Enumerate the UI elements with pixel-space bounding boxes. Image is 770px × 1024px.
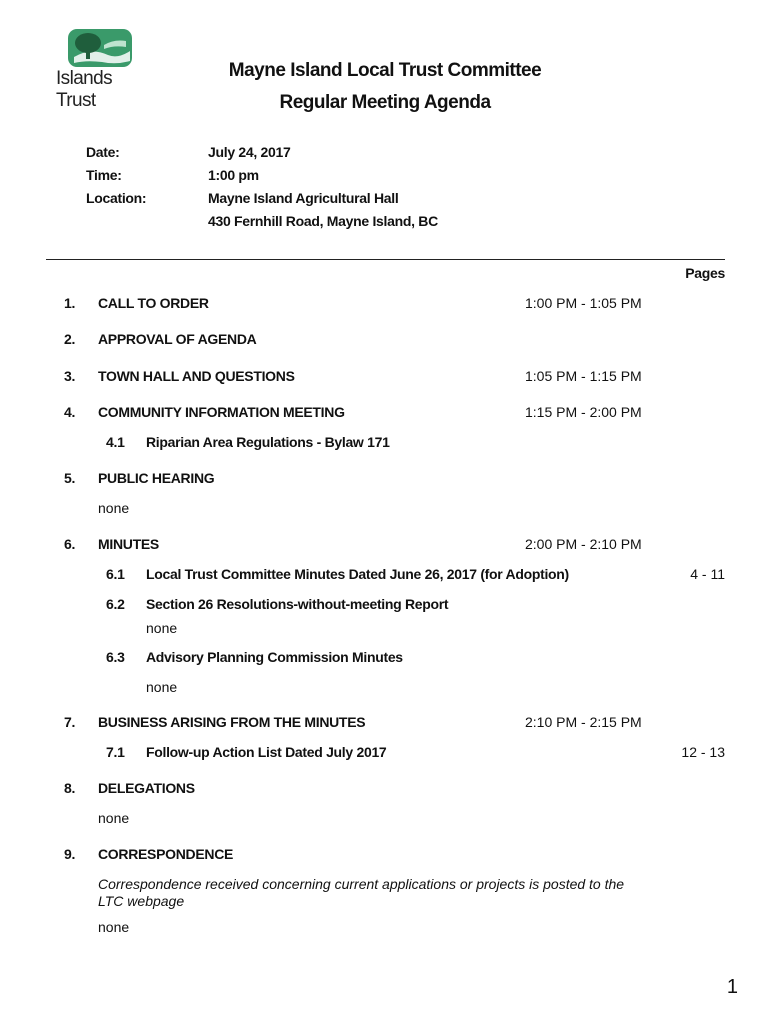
page-number: 1 [726,976,738,998]
time-label: Time: [86,167,122,183]
agenda-item-title: DELEGATIONS [98,780,195,796]
agenda-subitem-number: 6.1 [106,566,125,582]
agenda-item-title: BUSINESS ARISING FROM THE MINUTES [98,714,366,730]
agenda-item-note: none [98,810,130,826]
agenda-item-number: 4. [64,404,76,420]
agenda-item-number: 2. [64,331,76,347]
agenda-item-title: TOWN HALL AND QUESTIONS [98,368,295,384]
agenda-subitem-number: 7.1 [106,744,125,760]
logo-text: Islands Trust [56,68,113,111]
agenda-subitem-number: 6.2 [106,596,125,612]
agenda-item-title: MINUTES [98,536,159,552]
location-value-line-2: 430 Fernhill Road, Mayne Island, BC [208,213,438,229]
location-label: Location: [86,190,147,206]
agenda-item-note: none [98,919,130,935]
agenda-subitem-number: 6.3 [106,649,125,665]
agenda-subitem-note: none [146,620,178,636]
agenda-subitem-title: Advisory Planning Commission Minutes [146,649,403,665]
agenda-subitem-title: Local Trust Committee Minutes Dated June 26, 2017 (for Adoption) [146,566,569,582]
agenda-item-title: COMMUNITY INFORMATION MEETING [98,404,345,420]
date-value: July 24, 2017 [208,144,291,160]
agenda-item-title: CALL TO ORDER [98,295,209,311]
agenda-subitem-title: Riparian Area Regulations - Bylaw 171 [146,434,390,450]
agenda-item-time: 1:00 PM - 1:05 PM [525,295,642,311]
agenda-item-number: 9. [64,846,76,862]
document-title: Mayne Island Local Trust Committee [228,60,542,81]
location-value-line-1: Mayne Island Agricultural Hall [208,190,399,206]
agenda-subitem-pages: 4 - 11 [690,566,725,582]
agenda-item-title: PUBLIC HEARING [98,470,215,486]
divider [46,259,725,260]
agenda-item-number: 1. [64,295,76,311]
date-label: Date: [86,144,120,160]
agenda-item-number: 6. [64,536,76,552]
agenda-item-note: none [98,500,130,516]
agenda-subitem-number: 4.1 [106,434,125,450]
agenda-item-number: 3. [64,368,76,384]
agenda-item-number: 7. [64,714,76,730]
agenda-item-title: APPROVAL OF AGENDA [98,331,257,347]
agenda-item-title: CORRESPONDENCE [98,846,234,862]
agenda-subitem-pages: 12 - 13 [681,744,725,760]
agenda-item-time: 2:10 PM - 2:15 PM [525,714,642,730]
time-value: 1:00 pm [208,167,259,183]
agenda-item-time: 1:05 PM - 1:15 PM [525,368,642,384]
agenda-subitem-title: Follow-up Action List Dated July 2017 [146,744,387,760]
agenda-subitem-title: Section 26 Resolutions-without-meeting Report [146,596,449,612]
agenda-item-number: 5. [64,470,76,486]
agenda-item-number: 8. [64,780,76,796]
document-subtitle: Regular Meeting Agenda [279,92,491,113]
agenda-item-time: 2:00 PM - 2:10 PM [525,536,642,552]
agenda-subitem-note: none [146,679,178,695]
pages-header: Pages [685,265,725,281]
correspondence-note: Correspondence received concerning current applications or projects is posted to the LTC webpage [98,876,625,909]
agenda-item-time: 1:15 PM - 2:00 PM [525,404,642,420]
